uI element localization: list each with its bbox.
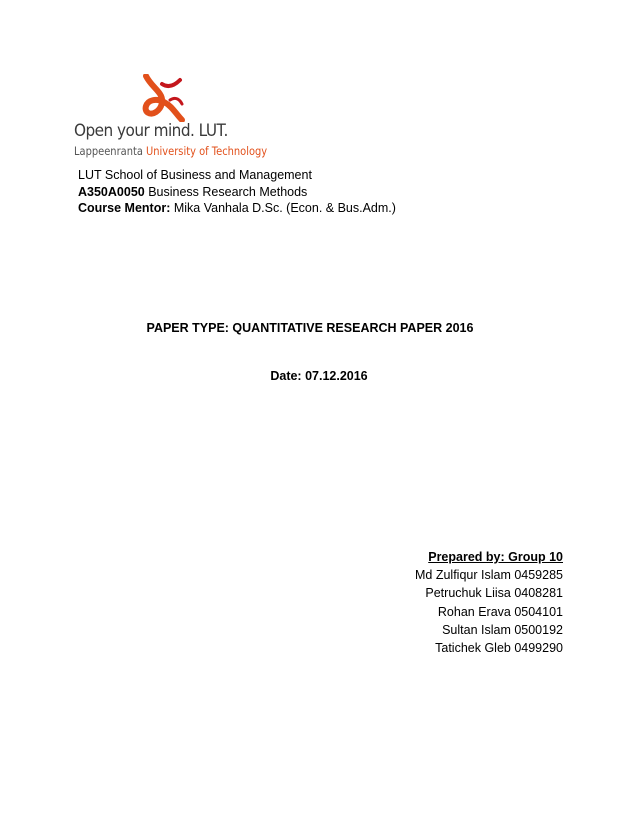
university-logo [74, 74, 274, 164]
ampersand-logo-icon [140, 74, 186, 122]
date-line [0, 369, 638, 383]
prepared-by-block [415, 548, 563, 657]
mentor-label: Course Mentor: [78, 201, 171, 215]
school-line: LUT School of Business and Management [78, 168, 312, 182]
paper-type-title [0, 321, 638, 335]
prepared-by-heading: Prepared by: Group 10 [428, 550, 563, 564]
date-text: Date: 07.12.2016 [270, 369, 368, 383]
member-line: Rohan Erava 0504101 [437, 604, 563, 619]
mentor-line [78, 200, 396, 217]
course-header [78, 167, 396, 217]
logo-city: Lappeenranta [74, 144, 143, 158]
logo-university-name [74, 144, 267, 158]
logo-university: University of Technology [146, 144, 268, 158]
paper-type-text: PAPER TYPE: QUANTITATIVE RESEARCH PAPER 2016 [146, 321, 474, 335]
member-line: Md Zulfiqur Islam 0459285 [415, 568, 563, 583]
member-line: Tatichek Gleb 0499290 [435, 641, 563, 656]
logo-tagline: Open your mind. LUT. [74, 121, 228, 141]
mentor-name: Mika Vanhala D.Sc. (Econ. & Bus.Adm.) [170, 201, 396, 215]
course-line [78, 184, 396, 201]
member-line: Petruchuk Liisa 0408281 [425, 586, 563, 601]
course-name: Business Research Methods [144, 184, 308, 199]
member-line: Sultan Islam 0500192 [442, 622, 563, 637]
course-code: A350A0050 [78, 184, 145, 199]
